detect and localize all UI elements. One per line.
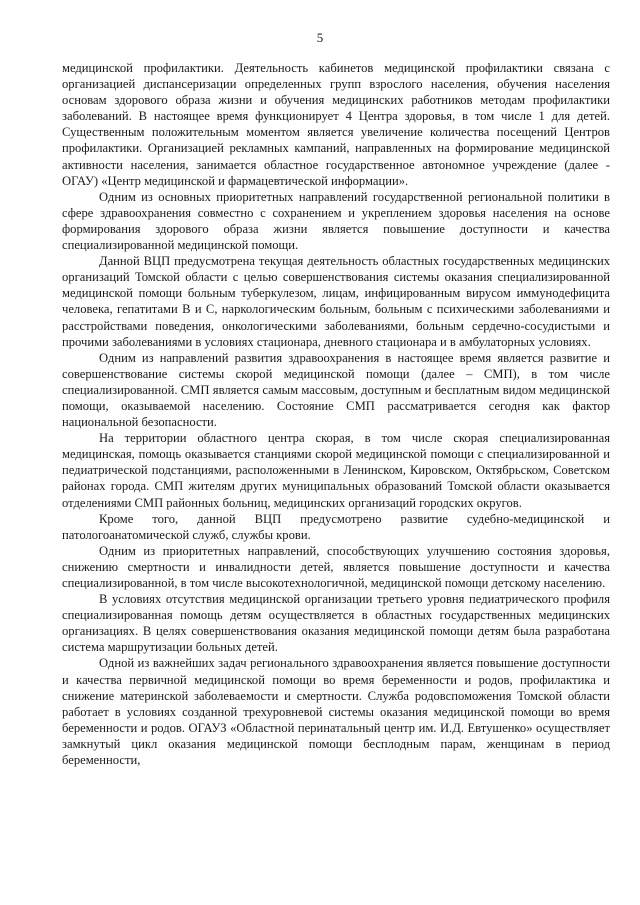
paragraph-priority-directions: Одним из основных приоритетных направлений государственной региональной политики в сфере здравоохранения совместно с сохранением и укреплением здоровья населения на основе формирования здорового образа жизни является повышение доступности и качества специализированной медицинской помощи. bbox=[62, 189, 610, 253]
paragraph-emergency-care: Одним из направлений развития здравоохранения в настоящее время является развитие и совершенствование системы скорой медицинской помощи (далее – СМП), в том числе специализированной. СМП является самым массовым, доступным и бесплатным видом медицинской помощи, оказываемой населению. Состояние СМП рассматривается сегодня как фактор национальной безопасности. bbox=[62, 350, 610, 430]
paragraph-pediatric-care: В условиях отсутствия медицинской организации третьего уровня педиатрического профиля специализированная помощь детям осуществляется в областных государственных медицинских организациях. В целях совершенствования оказания медицинской помощи детям была разработана система маршрутизации больных детей. bbox=[62, 592, 610, 655]
page-number: 5 bbox=[316, 30, 324, 45]
document-body bbox=[62, 60, 610, 768]
paragraph-regional-center: На территории областного центра скорая, в том числе скорая специализированная медицинская, помощь оказывается станциями скорой медицинской помощи с специализированной и педиатрической подстанциями, расположенными в Ленинском, Кировском, Октябрьском, Советском районах города. СМП жителям других муниципальных образований Томской области оказывается отделениями СМП районных больниц, медицинских организаций городских округов. bbox=[62, 431, 610, 510]
paragraph-forensic-services: Кроме того, данной ВЦП предусмотрено развитие судебно-медицинской и патологоанатомической служб, службы крови. bbox=[62, 511, 610, 542]
paragraph-medical-prevention: медицинской профилактики. Деятельность кабинетов медицинской профилактики связана с организацией диспансеризации определенных групп взрослого населения, обучения населения основам здорового образа жизни и обучения медицинских работников методам профилактики заболеваний. В настоящее время функционирует 4 Центра здоровья, в том числе 1 для детей. Существенным положительным моментом является увеличение количества посещений Центров профилактики. Организацией рекламных кампаний, направленных на формирование медицинской активности населения, занимается областное государственное автономное учреждение (далее - ОГАУ) «Центр медицинской и фармацевтической информации». bbox=[62, 61, 610, 188]
paragraph-vcp-activities: Данной ВЦП предусмотрена текущая деятельность областных государственных медицинских организаций Томской области с целью совершенствования системы оказания специализированной медицинской помощи больным туберкулезом, лицам, инфицированным вирусом иммунодефицита человека, гепатитами B и C, наркологическим больным, больным с психическими заболеваниями и расстройствами поведения, онкологическими заболеваниями, больным сердечно-сосудистыми и прочими заболеваниями в условиях стационара, дневного стационара и в амбулаторных условиях. bbox=[62, 254, 610, 349]
paragraph-child-health: Одним из приоритетных направлений, способствующих улучшению состояния здоровья, снижению смертности и инвалидности детей, является повышение доступности и качества специализированной, в том числе высокотехнологичной, медицинской помощи детскому населению. bbox=[62, 543, 610, 590]
paragraph-maternal-care: Одной из важнейших задач регионального здравоохранения является повышение доступности и качества первичной медицинской помощи во время беременности и родов, профилактика и снижение материнской заболеваемости и смертности. Служба родовспоможения Томской области работает в условиях созданной трехуровневой системы оказания медицинской помощи во время беременности и родов. ОГАУЗ «Областной перинатальный центр им. И.Д. Евтушенко» осуществляет замкнутый цикл оказания медицинской помощи бесплодным парам, женщинам в период беременности, bbox=[62, 656, 610, 768]
